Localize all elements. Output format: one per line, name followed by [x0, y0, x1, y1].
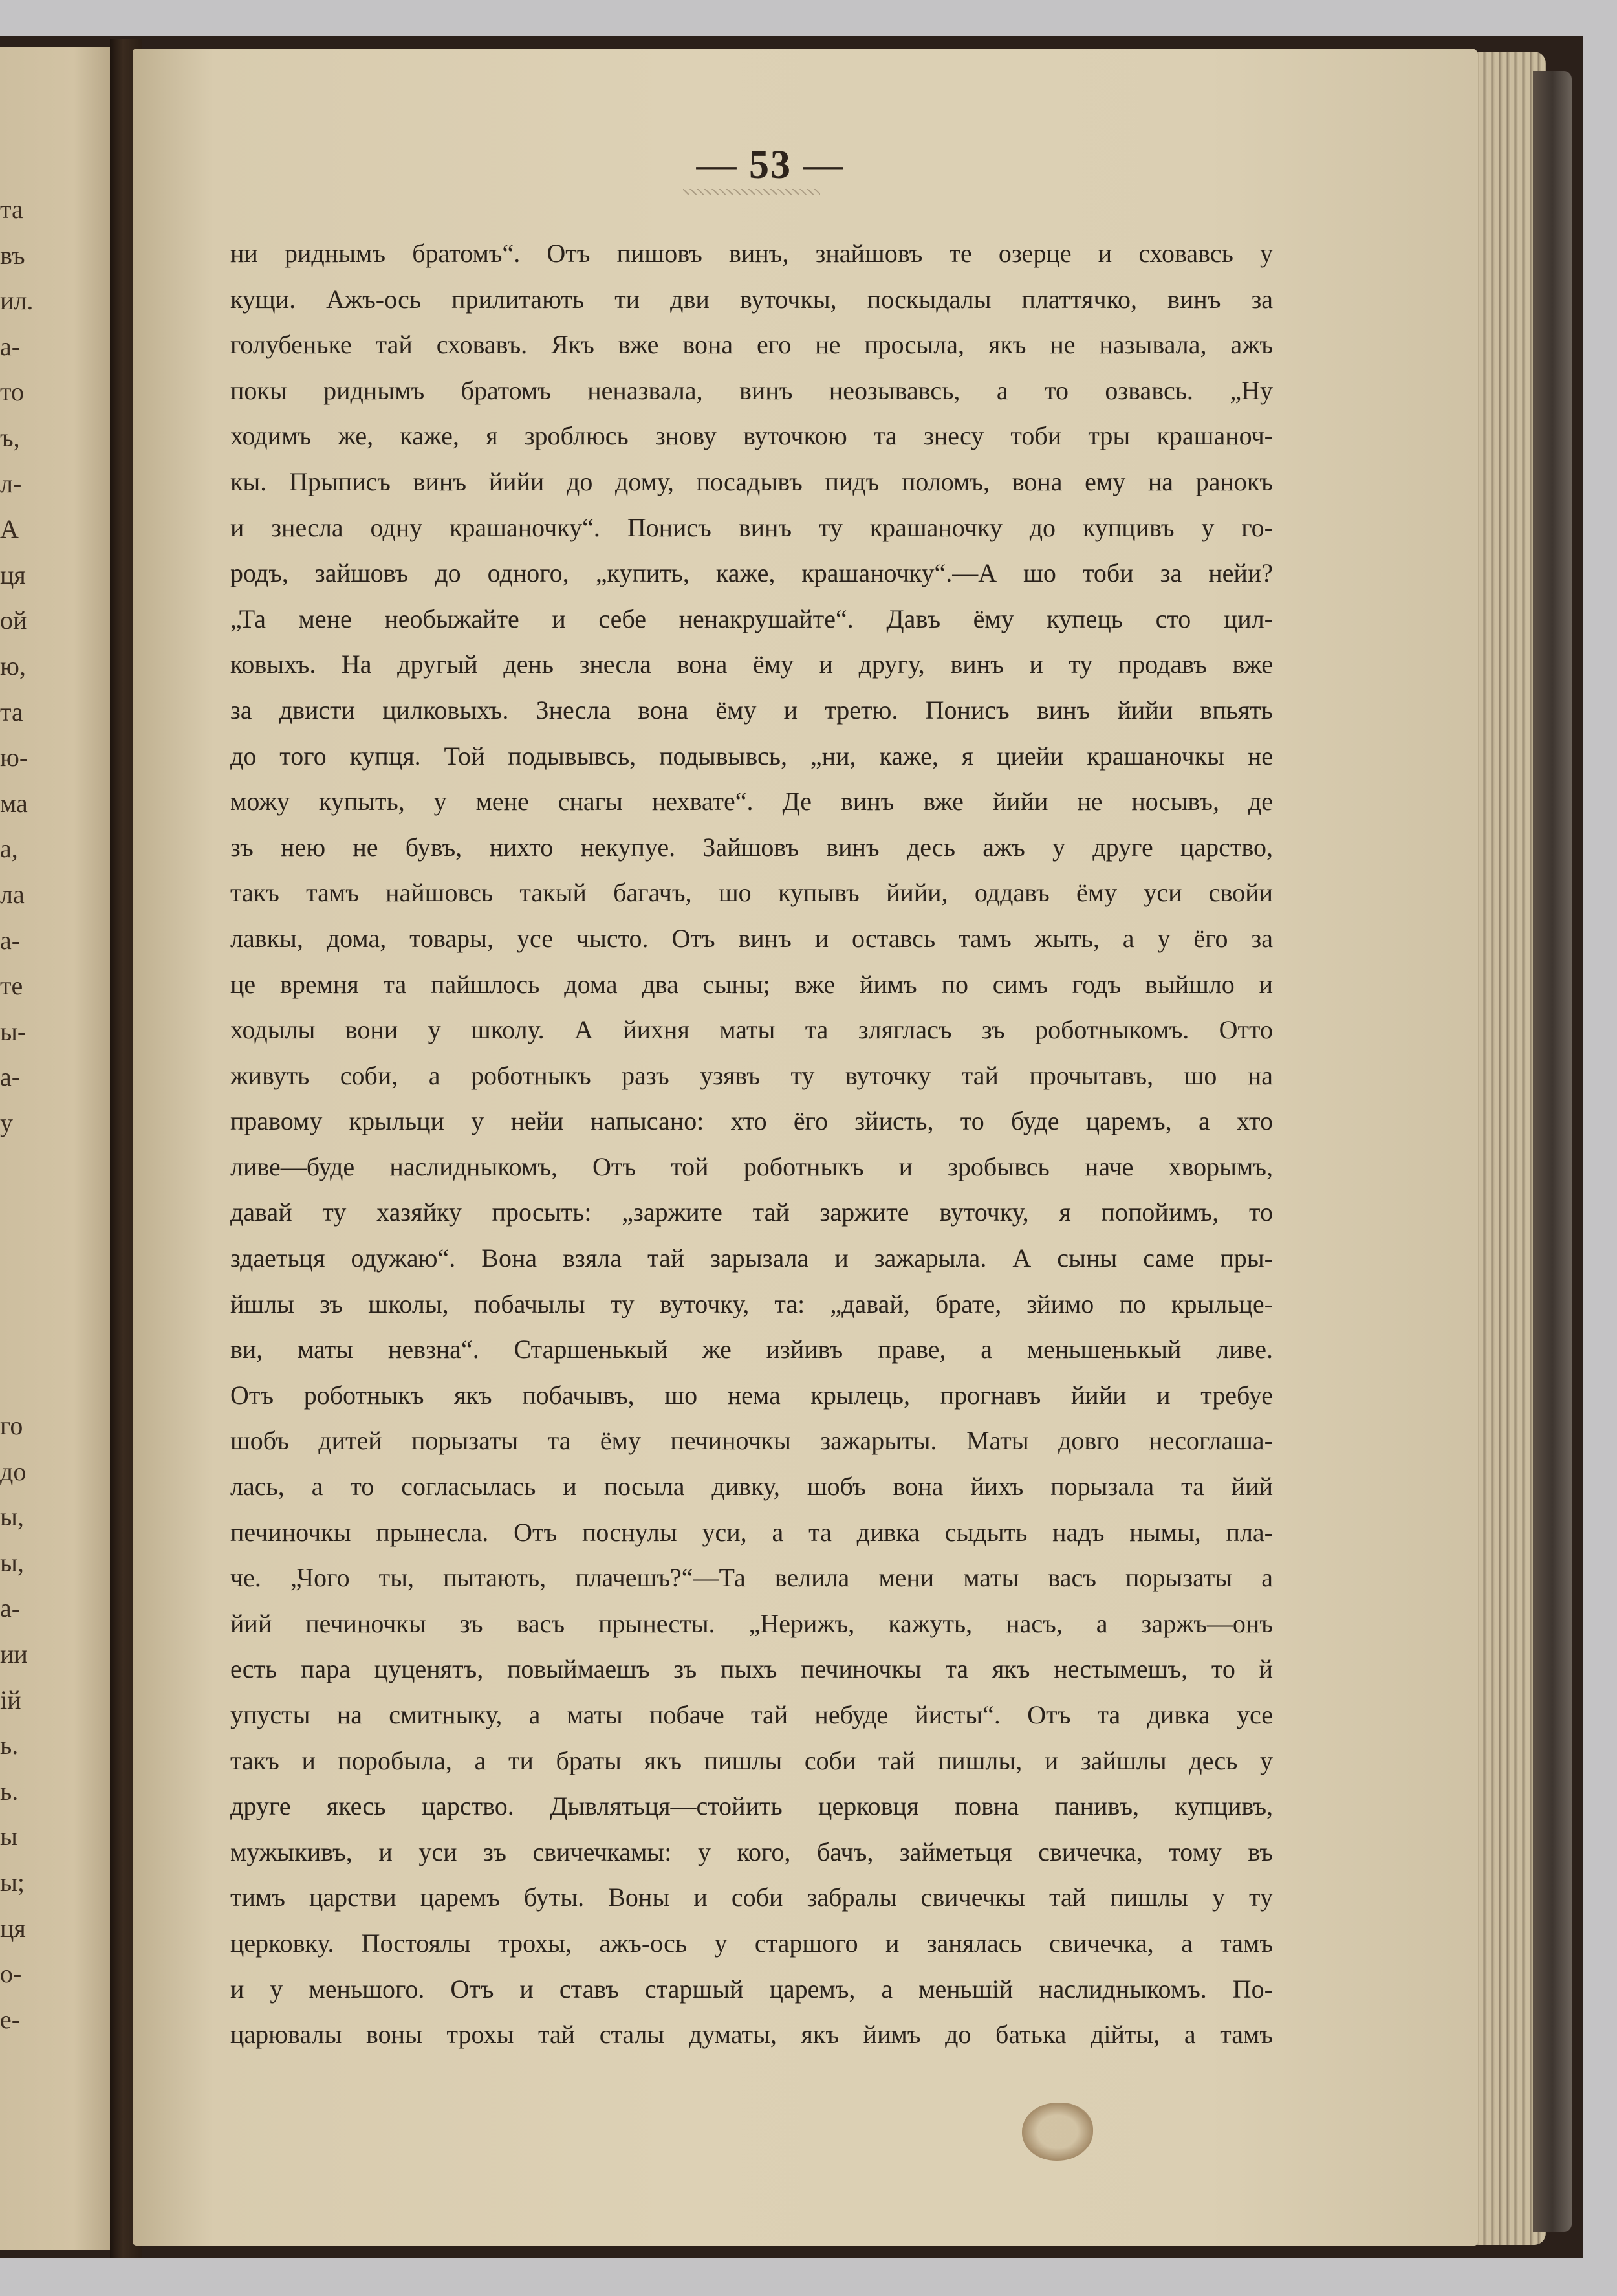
- left-page-fragment: го: [0, 1411, 23, 1440]
- left-page-fragment: ю,: [0, 651, 26, 681]
- body-text: [230, 231, 1273, 2058]
- left-page-fragment: въ: [0, 240, 25, 270]
- text-line: печиночкы прынесла. Отъ поснулы уси, а та дивка сыдыть надъ нымы, пла-: [230, 1517, 1273, 1547]
- text-line: ви, маты невзна“. Старшенькый же изйивъ праве, а меньшенькый ливе.: [230, 1335, 1273, 1364]
- left-page-fragment: у: [0, 1108, 13, 1137]
- left-page-fragment: ии: [0, 1639, 28, 1668]
- text-line: лась, а то согласылась и посыла дивку, шобъ вона йихъ порызала та йий: [230, 1472, 1273, 1502]
- left-page-fragment: та: [0, 195, 23, 224]
- text-line: правому крыльци у нейи напысано: хто ёго зйисть, то буде царемъ, а хто: [230, 1106, 1273, 1136]
- text-line: до того купця. Той подывывсь, подывывсь, „ни, каже, я циейи крашаночкы не: [230, 741, 1273, 771]
- text-line: ходылы вони у школу. А йихня маты та злягласъ зъ роботныкомъ. Отто: [230, 1015, 1273, 1045]
- left-page-fragment: ь.: [0, 1731, 19, 1760]
- text-line: ходимъ же, каже, я зроблюсь знову вуточкою та знесу тоби тры крашаноч-: [230, 421, 1273, 451]
- left-page-fragment: ы,: [0, 1502, 24, 1532]
- left-page-fragment: е-: [0, 2004, 21, 2034]
- left-page-fragment: о-: [0, 1959, 22, 1989]
- left-page-fragment: до: [0, 1456, 27, 1486]
- text-line: че. „Чого ты, пытають, плачешъ?“—Та велила мени маты васъ порызаты а: [230, 1563, 1273, 1593]
- text-line: живуть соби, а роботныкъ разъ узявъ ту вуточку тай прочытавъ, шо на: [230, 1060, 1273, 1090]
- left-page-fragment: а,: [0, 834, 18, 864]
- left-page-fragment: а-: [0, 925, 21, 955]
- page-edges-shadow: [1533, 71, 1572, 2232]
- left-page-fragment: ма: [0, 788, 28, 818]
- left-page-fragment: ъ,: [0, 423, 20, 452]
- left-page-fragment: ы-: [0, 1016, 27, 1046]
- left-page-fragment: ла: [0, 880, 25, 909]
- text-line: давай ту хазяйку просыть: „заржите тай заржите вуточку, я попойимъ, то: [230, 1197, 1273, 1227]
- page-number: — 53 —: [696, 143, 845, 187]
- text-line: покы риднымъ братомъ неназвала, винъ неозывавсь, а то озвавсь. „Ну: [230, 375, 1273, 405]
- left-page-fragment: ю-: [0, 743, 28, 772]
- text-line: за двисти цилковыхъ. Знесла вона ёму и третю. Понисъ винъ йийи впьять: [230, 695, 1273, 725]
- text-line: ливе—буде наслидныкомъ, Отъ той роботныкъ и зробывсь наче хворымъ,: [230, 1152, 1273, 1181]
- text-line: кы. Прыписъ винъ йийи до дому, посадывъ пидъ поломъ, вона ему на ранокъ: [230, 466, 1273, 496]
- left-page-fragment: А: [0, 514, 19, 544]
- text-line: йий печиночкы зъ васъ прынесты. „Нерижъ, кажуть, насъ, а заржъ—онъ: [230, 1608, 1273, 1638]
- text-line: ковыхъ. На другый день знесла вона ёму и другу, винъ и ту продавъ вже: [230, 650, 1273, 679]
- left-page-fragment: ы: [0, 1822, 17, 1852]
- left-page-fragment: ь.: [0, 1776, 19, 1806]
- text-line: царювалы воны трохы тай сталы думаты, якъ йимъ до батька дійты, а тамъ: [230, 2020, 1273, 2050]
- left-page-fragment: а-: [0, 1062, 21, 1092]
- text-line: можу купыть, у мене снагы нехвате“. Де винъ вже йийи не носывъ, де: [230, 787, 1273, 816]
- left-page-fragment: те: [0, 971, 23, 1001]
- text-line: шобъ дитей порызаты та ёму печиночкы зажарыты. Маты довго несоглаша-: [230, 1426, 1273, 1456]
- text-line: це времня та пайшлось дома два сыны; вже йимъ по симъ годъ выйшло и: [230, 969, 1273, 999]
- left-page-fragment: ця: [0, 560, 26, 589]
- text-line: лавкы, дома, товары, усе чысто. Отъ винъ и оставсь тамъ жыть, а у ёго за: [230, 923, 1273, 953]
- left-page-fragment: ій: [0, 1685, 21, 1714]
- text-line: здаетьця одужаю“. Вона взяла тай зарызала и зажарыла. А сыны саме пры-: [230, 1243, 1273, 1273]
- text-line: друге якесь царство. Дывлятьця—стойить церковця повна панивъ, купцивъ,: [230, 1791, 1273, 1821]
- left-page-fragment: л-: [0, 468, 22, 498]
- text-line: тимъ царстви царемъ буты. Воны и соби забралы свичечкы тай пишлы у ту: [230, 1883, 1273, 1912]
- text-line: кущи. Ажъ-ось прилитають ти дви вуточкы, поскыдалы платтячко, винъ за: [230, 284, 1273, 314]
- left-page-fragment: ой: [0, 606, 27, 635]
- left-page-fragment: ил.: [0, 286, 34, 316]
- text-line: ни риднымъ братомъ“. Отъ пишовъ винъ, знайшовъ те озерце и сховавсь у: [230, 239, 1273, 268]
- text-line: зъ нею не бувъ, нихто некупуе. Зайшовъ винъ десь ажъ у друге царство,: [230, 832, 1273, 862]
- left-page-fragment: та: [0, 697, 23, 727]
- left-page-fragment: ця: [0, 1913, 26, 1943]
- text-line: такъ тамъ найшовсь такый багачъ, шо купывъ йийи, оддавъ ёму уси свойи: [230, 878, 1273, 908]
- text-line: и у меньшого. Отъ и ставъ старшый царемъ, а меньшій наслидныкомъ. По-: [230, 1974, 1273, 2004]
- left-page-edge: [0, 47, 123, 2250]
- left-page-fragment: ы;: [0, 1868, 25, 1897]
- left-page-fragment: а-: [0, 331, 21, 361]
- text-line: „Та мене необыжайте и себе ненакрушайте“. Давъ ёму купець сто цил-: [230, 604, 1273, 633]
- text-line: йшлы зъ школы, побачылы ту вуточку, та: „давай, брате, зйимо по крыльце-: [230, 1289, 1273, 1318]
- left-page-fragment: ы,: [0, 1547, 24, 1577]
- page-number-ornament: [683, 189, 820, 195]
- left-page-fragment: то: [0, 377, 24, 407]
- paper-stain: [1022, 2103, 1093, 2161]
- text-line: упусты на смитныку, а маты побаче тай небуде йисты“. Отъ та дивка усе: [230, 1700, 1273, 1729]
- text-line: голубеньке тай сховавъ. Якъ вже вона его не просыла, якъ не называла, ажъ: [230, 330, 1273, 360]
- text-line: такъ и поробыла, а ти браты якъ пишлы соби тай пишлы, и зайшлы десь у: [230, 1745, 1273, 1775]
- text-line: родъ, зайшовъ до одного, „купить, каже, крашаночку“.—А шо тоби за нейи?: [230, 558, 1273, 588]
- text-line: Отъ роботныкъ якъ побачывъ, шо нема крылець, прогнавъ йийи и требуе: [230, 1380, 1273, 1410]
- text-line: мужыкивъ, и уси зъ свичечкамы: у кого, бачъ, займетьця свичечка, тому въ: [230, 1837, 1273, 1866]
- text-line: и знесла одну крашаночку“. Понисъ винъ ту крашаночку до купцивъ у го-: [230, 512, 1273, 542]
- text-line: церковку. Постоялы трохы, ажъ-ось у старшого и занялась свичечка, а тамъ: [230, 1928, 1273, 1958]
- left-page-fragment: а-: [0, 1593, 21, 1623]
- text-line: есть пара цуценятъ, повыймаешъ зъ пыхъ печиночкы та якъ нестымешъ, то й: [230, 1654, 1273, 1684]
